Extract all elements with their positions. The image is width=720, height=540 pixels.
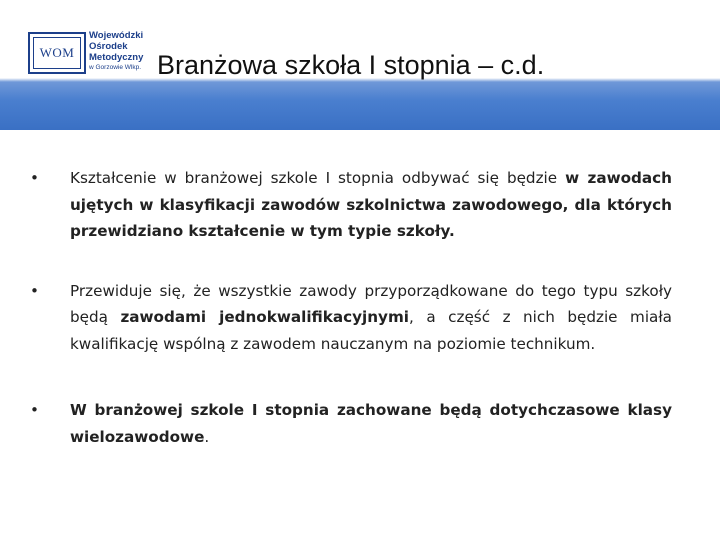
logo-box bbox=[28, 32, 86, 74]
bullet-bold-text: W branżowej szkole I stopnia zachowane będą dotychczasowe klasy wielozawodowe bbox=[70, 401, 672, 446]
logo-text bbox=[89, 30, 143, 72]
bullet-text-end: , a część z nich będzie miała kwalifikację wspólną z zawodem nauczanym na poziomie technikum. bbox=[70, 308, 672, 353]
bullet-marker: • bbox=[30, 401, 39, 419]
bullet-bold-text: w zawodach ujętych w klasyfikacji zawodów szkolnictwa zawodowego, dla których przewidziano kształcenie w tym typie szkoły. bbox=[70, 169, 672, 240]
bullet-text: Kształcenie w branżowej szkole I stopnia odbywać się będzie bbox=[70, 169, 566, 187]
bullet-marker: • bbox=[30, 169, 39, 187]
bullet-item-3 bbox=[30, 397, 672, 450]
logo-line-1: Wojewódzki bbox=[89, 30, 144, 41]
slide-title: Branżowa szkoła I stopnia – c.d. bbox=[157, 50, 545, 80]
bullet-item-1 bbox=[30, 165, 672, 245]
bullet-text: Przewiduje się, że wszystkie zawody przyporządkowane do tego typu szkoły będą bbox=[70, 281, 672, 326]
wom-logo bbox=[28, 32, 156, 76]
logo-line-4: w Gorzowie Wlkp. bbox=[89, 64, 142, 71]
logo-box-text: WOM bbox=[33, 37, 81, 69]
bullet-bold-text: zawodami jednokwalifikacyjnymi bbox=[120, 308, 409, 326]
slide-content bbox=[30, 165, 672, 450]
bullet-marker: • bbox=[30, 281, 39, 300]
logo-line-2: Ośrodek bbox=[89, 41, 128, 52]
bullet-item-2 bbox=[30, 278, 672, 358]
logo-line-3: Metodyczny bbox=[89, 52, 144, 63]
bullet-text-end: . bbox=[204, 427, 210, 446]
